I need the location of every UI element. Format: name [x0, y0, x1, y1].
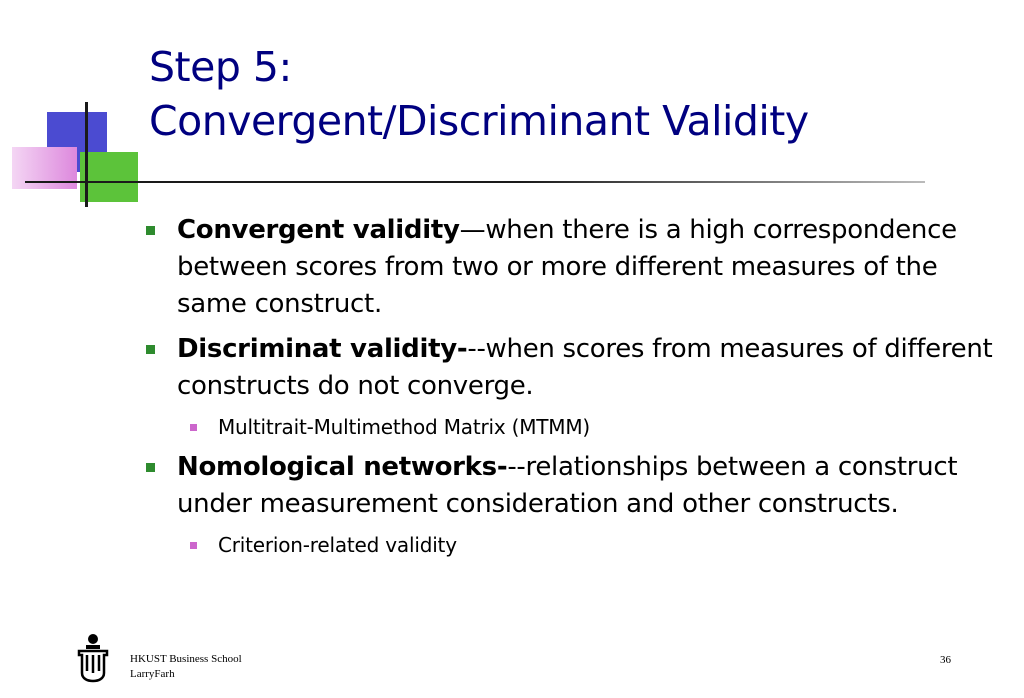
bullet-text: when scores from measures of different constructs do not converge.	[177, 334, 993, 401]
slide-title-line-2: Convergent/Discriminant Validity	[149, 97, 809, 145]
square-bullet-icon	[146, 226, 155, 235]
bullet-nomological-networks	[0, 449, 1024, 523]
decor-green-square	[80, 152, 138, 202]
footer-school-name: HKUST Business School	[130, 653, 242, 665]
bullet-convergent-validity	[0, 212, 1024, 323]
decor-vertical-line	[85, 102, 88, 207]
slide-content	[0, 212, 1024, 567]
bullet-term: Convergent validity	[177, 215, 460, 245]
hkust-logo-icon	[76, 633, 110, 683]
bullet-separator: —	[459, 215, 486, 245]
title-divider-line	[25, 181, 925, 183]
bullet-term: Discriminat validity-	[177, 334, 468, 364]
bullet-discriminant-validity	[0, 331, 1024, 405]
bullet-text: relationships between a construct under measurement consideration and other constructs.	[177, 452, 958, 519]
bullet-separator: --	[507, 452, 526, 482]
square-sub-bullet-icon	[190, 542, 197, 549]
bullet-text: when there is a high correspondence between scores from two or more different measures of the same construct.	[177, 215, 957, 319]
sub-bullet-mtmm	[0, 413, 1024, 441]
bullet-separator: --	[467, 334, 486, 364]
sub-bullet-criterion	[0, 531, 1024, 559]
slide-title	[149, 40, 809, 148]
square-bullet-icon	[146, 345, 155, 354]
sub-bullet-text: Multitrait-Multimethod Matrix (MTMM)	[218, 415, 591, 439]
sub-bullet-text: Criterion-related validity	[218, 533, 457, 557]
square-bullet-icon	[146, 463, 155, 472]
bullet-term: Nomological networks-	[177, 452, 508, 482]
footer-author: LarryFarh	[130, 668, 175, 680]
page-number: 36	[940, 654, 951, 666]
square-sub-bullet-icon	[190, 424, 197, 431]
footer-school	[130, 652, 242, 682]
slide-title-line-1: Step 5:	[149, 43, 292, 91]
